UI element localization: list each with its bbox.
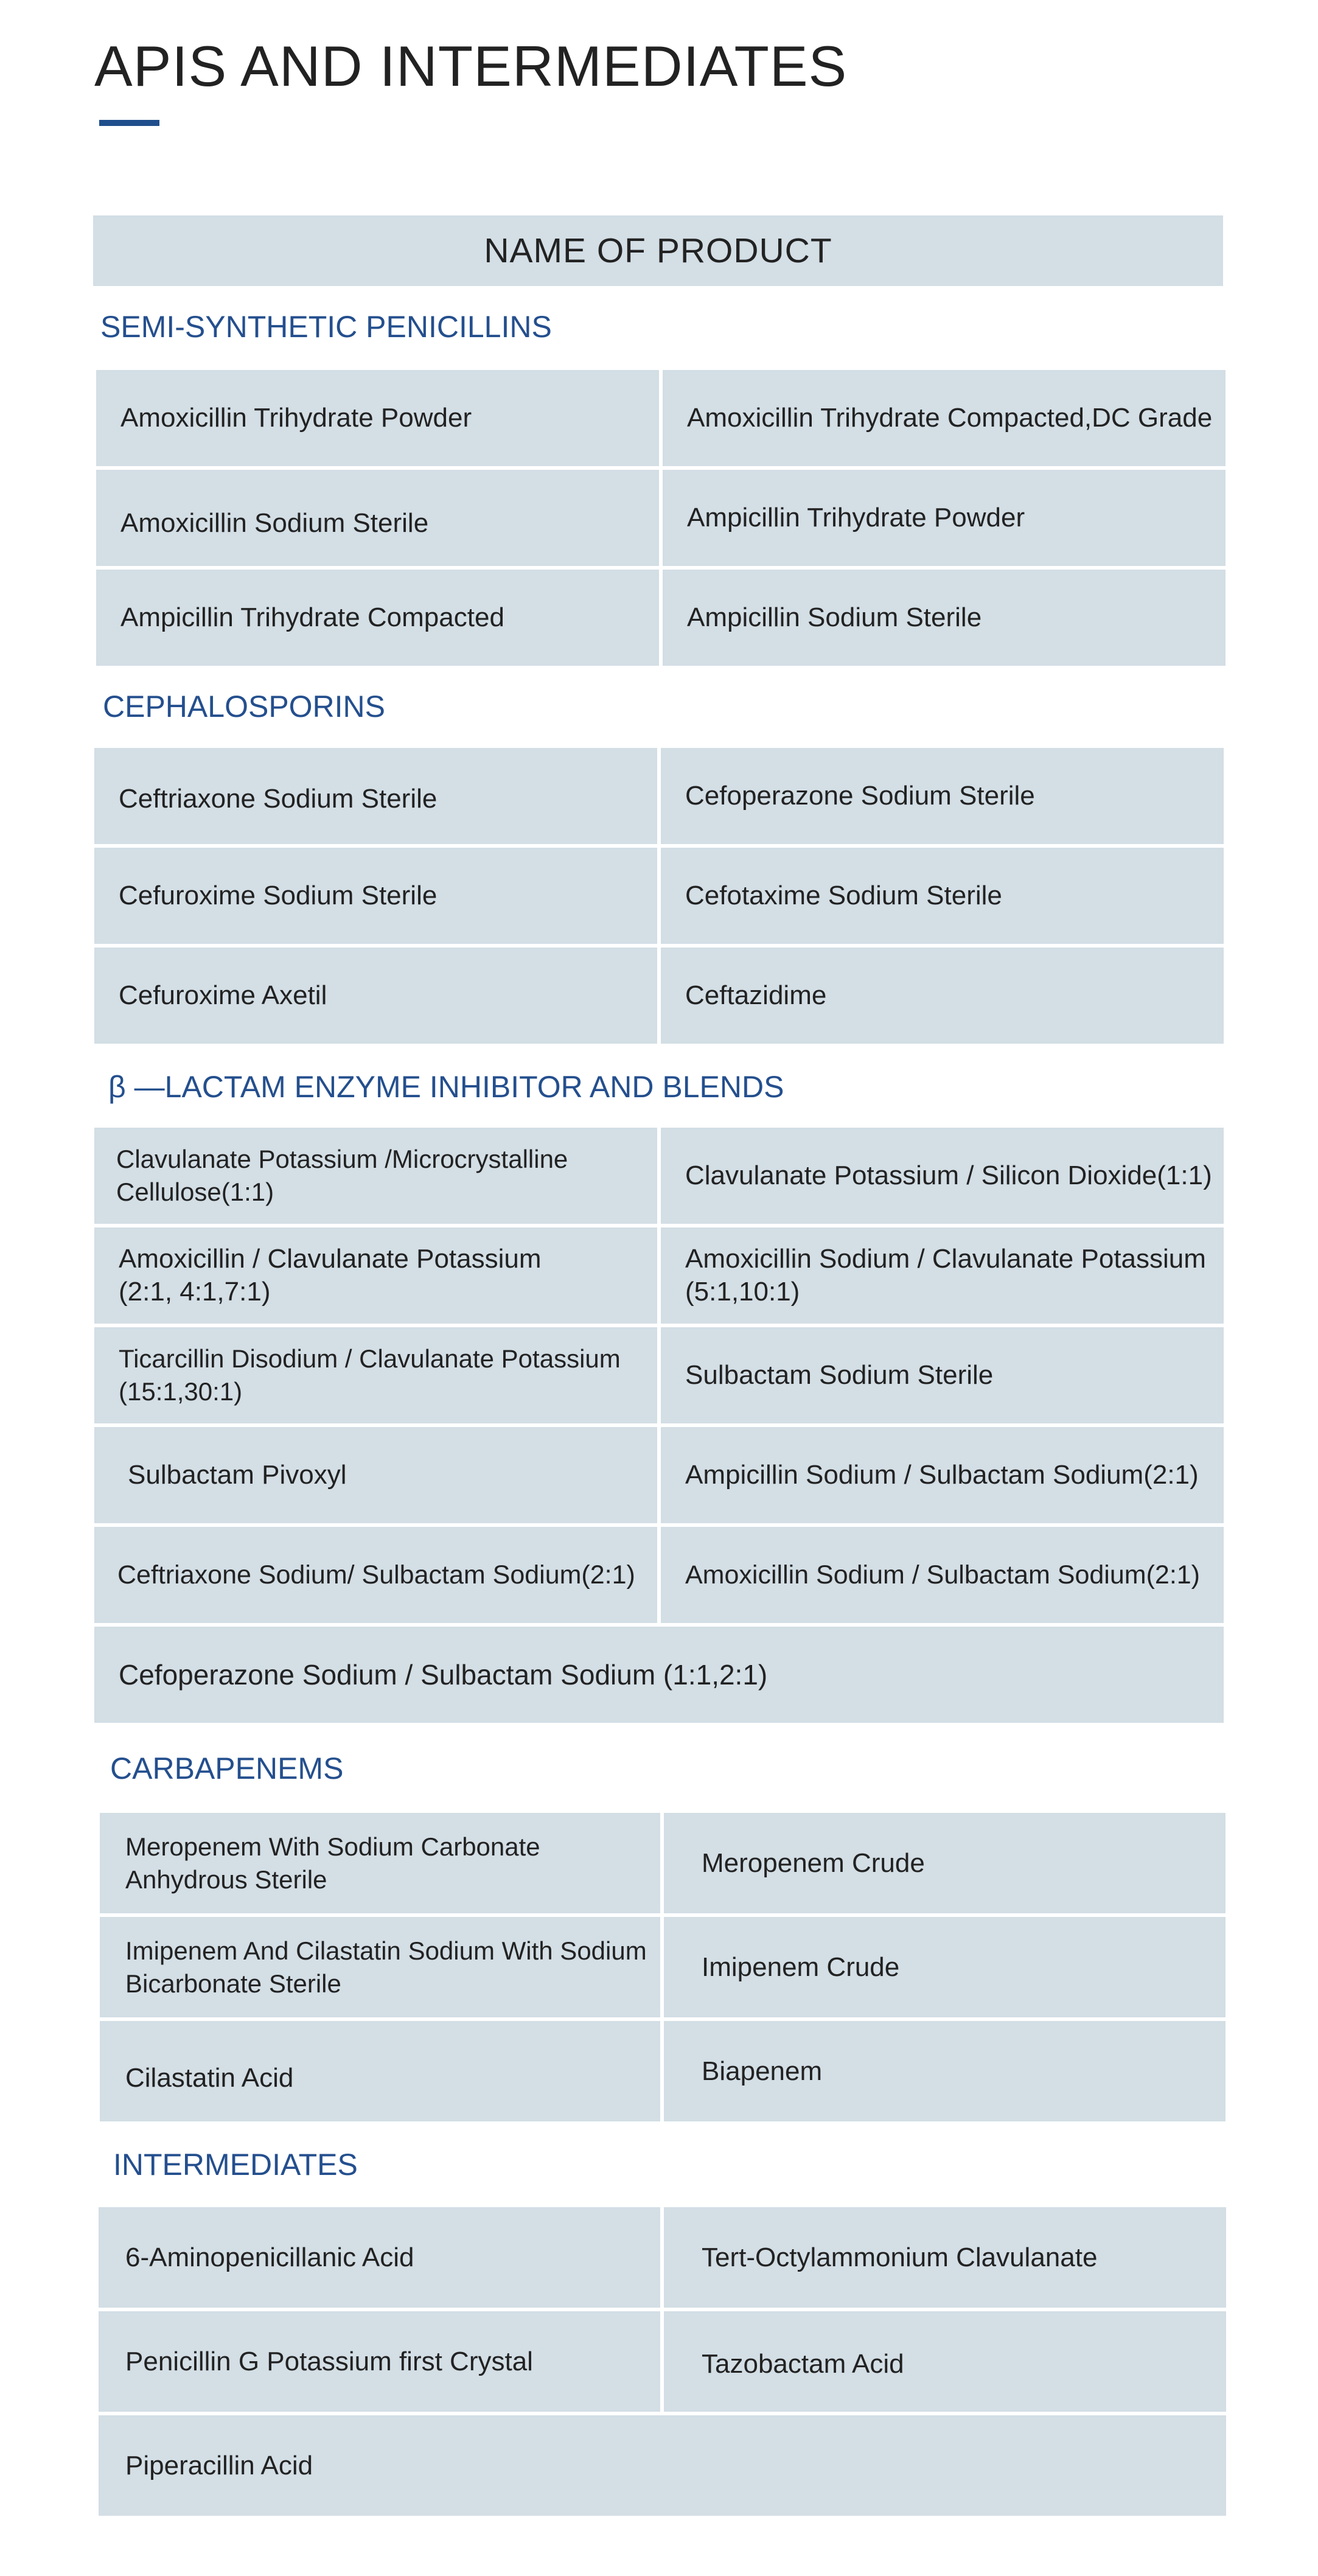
product-cell: Penicillin G Potassium first Crystal [99,2311,660,2412]
product-cell: Cilastatin Acid [100,2021,660,2121]
section-title-cephalosporins: CEPHALOSPORINS [103,689,386,724]
product-cell: Amoxicillin Sodium / Sulbactam Sodium(2:1) [661,1527,1224,1623]
product-cell: Amoxicillin Sodium Sterile [96,470,659,566]
section-title-beta-lactam-enzyme-inhibitor-and-blends: β —LACTAM ENZYME INHIBITOR AND BLENDS [108,1070,784,1104]
product-cell: Cefoperazone Sodium / Sulbactam Sodium (1:1,2:1) [94,1627,1224,1723]
product-cell: Amoxicillin Trihydrate Powder [96,370,659,466]
product-cell: Meropenem Crude [664,1813,1226,1913]
product-cell: Meropenem With Sodium Carbonate Anhydrous Sterile [100,1813,660,1913]
title-underline [99,120,159,126]
product-cell: Cefotaxime Sodium Sterile [661,848,1224,944]
table-header-label: NAME OF PRODUCT [484,231,832,270]
product-cell: Imipenem Crude [664,1917,1226,2017]
product-cell: Ceftriaxone Sodium/ Sulbactam Sodium(2:1) [94,1527,657,1623]
product-cell: Ampicillin Sodium / Sulbactam Sodium(2:1) [661,1427,1224,1523]
product-cell: Amoxicillin Trihydrate Compacted,DC Grade [663,370,1226,466]
product-cell: Sulbactam Sodium Sterile [661,1327,1224,1423]
product-cell: Imipenem And Cilastatin Sodium With Sodium Bicarbonate Sterile [100,1917,660,2017]
product-cell: Cefuroxime Sodium Sterile [94,848,657,944]
section-title-semi-synthetic-penicillins: SEMI-SYNTHETIC PENICILLINS [100,310,552,344]
product-cell: Amoxicillin / Clavulanate Potassium (2:1, 4:1,7:1) [94,1227,657,1324]
product-cell: Tazobactam Acid [664,2311,1226,2412]
product-cell: 6-Aminopenicillanic Acid [99,2207,660,2308]
product-cell: Ampicillin Sodium Sterile [663,570,1226,666]
product-cell: Cefoperazone Sodium Sterile [661,748,1224,844]
table-header [93,215,1223,286]
product-cell: Cefuroxime Axetil [94,948,657,1044]
product-cell: Tert-Octylammonium Clavulanate [664,2207,1226,2308]
product-cell: Ceftazidime [661,948,1224,1044]
product-cell: Clavulanate Potassium /Microcrystalline Cellulose(1:1) [94,1128,657,1224]
product-cell: Ticarcillin Disodium / Clavulanate Potassium (15:1,30:1) [94,1327,657,1423]
section-title-intermediates: INTERMEDIATES [113,2148,358,2182]
product-cell: Ampicillin Trihydrate Powder [663,470,1226,566]
product-cell: Amoxicillin Sodium / Clavulanate Potassium (5:1,10:1) [661,1227,1224,1324]
product-cell: Ceftriaxone Sodium Sterile [94,748,657,844]
product-cell: Sulbactam Pivoxyl [94,1427,657,1523]
page-title: APIS AND INTERMEDIATES [94,34,848,98]
section-title-carbapenems: CARBAPENEMS [110,1751,344,1785]
product-cell: Clavulanate Potassium / Silicon Dioxide(1:1) [661,1128,1224,1224]
product-cell: Piperacillin Acid [99,2415,1226,2516]
product-cell: Biapenem [664,2021,1226,2121]
product-cell: Ampicillin Trihydrate Compacted [96,570,659,666]
